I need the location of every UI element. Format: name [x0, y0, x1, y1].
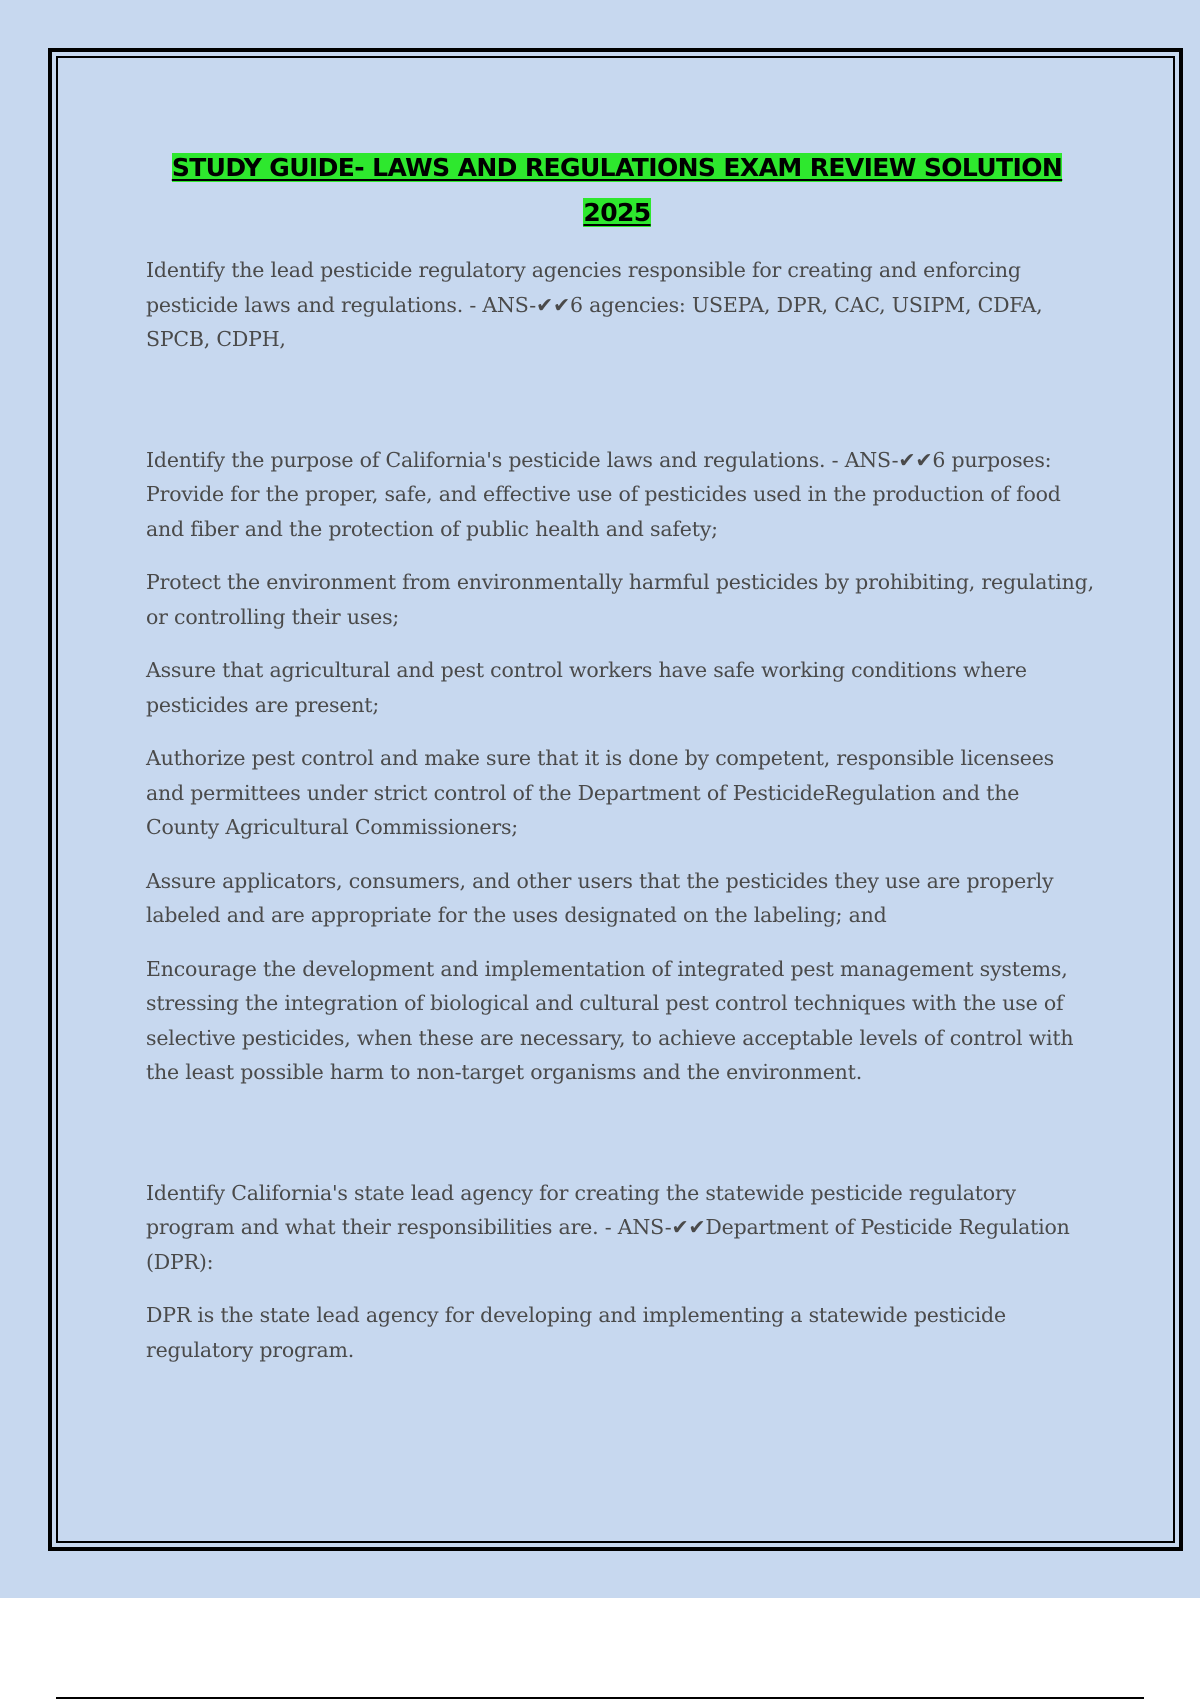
paragraph-labeling: Assure applicators, consumers, and other users that the pesticides they use are properly labeled and are appropriate for the uses designated on the labeling; and [146, 868, 1054, 927]
document-title [130, 145, 1104, 235]
paragraph-agencies-question: Identify the lead pesticide regulatory agencies responsible for creating and enforcing pesticide laws and regulations. - ANS-✔✔6 agencies: USEPA, DPR, CAC, USIPM, CDFA, SPCB, CDPH, [146, 258, 1043, 351]
paragraph-protect-environment: Protect the environment from environmentally harmful pesticides by prohibiting, regulating, or controlling their uses; [146, 570, 1094, 629]
title-line-1: STUDY GUIDE- LAWS AND REGULATIONS EXAM REVIEW SOLUTION [171, 153, 1063, 182]
title-line-2: 2025 [583, 198, 651, 227]
paragraph-lead-agency-question: Identify California's state lead agency for creating the statewide pesticide regulatory program and what their responsibilities are. - ANS-✔✔Department of Pesticide Regulation (DPR): [146, 1180, 1070, 1274]
paragraph-dpr-role: DPR is the state lead agency for developing and implementing a statewide pesticide regulatory program. [146, 1303, 1006, 1362]
paragraph-purpose-question: Identify the purpose of California's pesticide laws and regulations. - ANS-✔✔6 purposes: Provide for the proper, safe, and effective use of pesticides used in the production of food and fiber and the protection of public health and safety; [146, 447, 1061, 541]
document-body [146, 253, 1096, 1386]
paragraph-authorize-pest-control: Authorize pest control and make sure that it is done by competent, responsible licensees and permittees under strict control of the Department of PesticideRegulation and the County Agricultural Commissioners; [146, 746, 1054, 839]
footer-divider [56, 1697, 1144, 1699]
paragraph-ipm: Encourage the development and implementation of integrated pest management systems, stressing the integration of biological and cultural pest control techniques with the use of selective pesticides, when these are necessary, to achieve acceptable levels of control with the least possible harm to non-target organisms and the environment. [146, 956, 1074, 1084]
paragraph-worker-safety: Assure that agricultural and pest control workers have safe working conditions where pesticides are present; [146, 658, 1027, 717]
